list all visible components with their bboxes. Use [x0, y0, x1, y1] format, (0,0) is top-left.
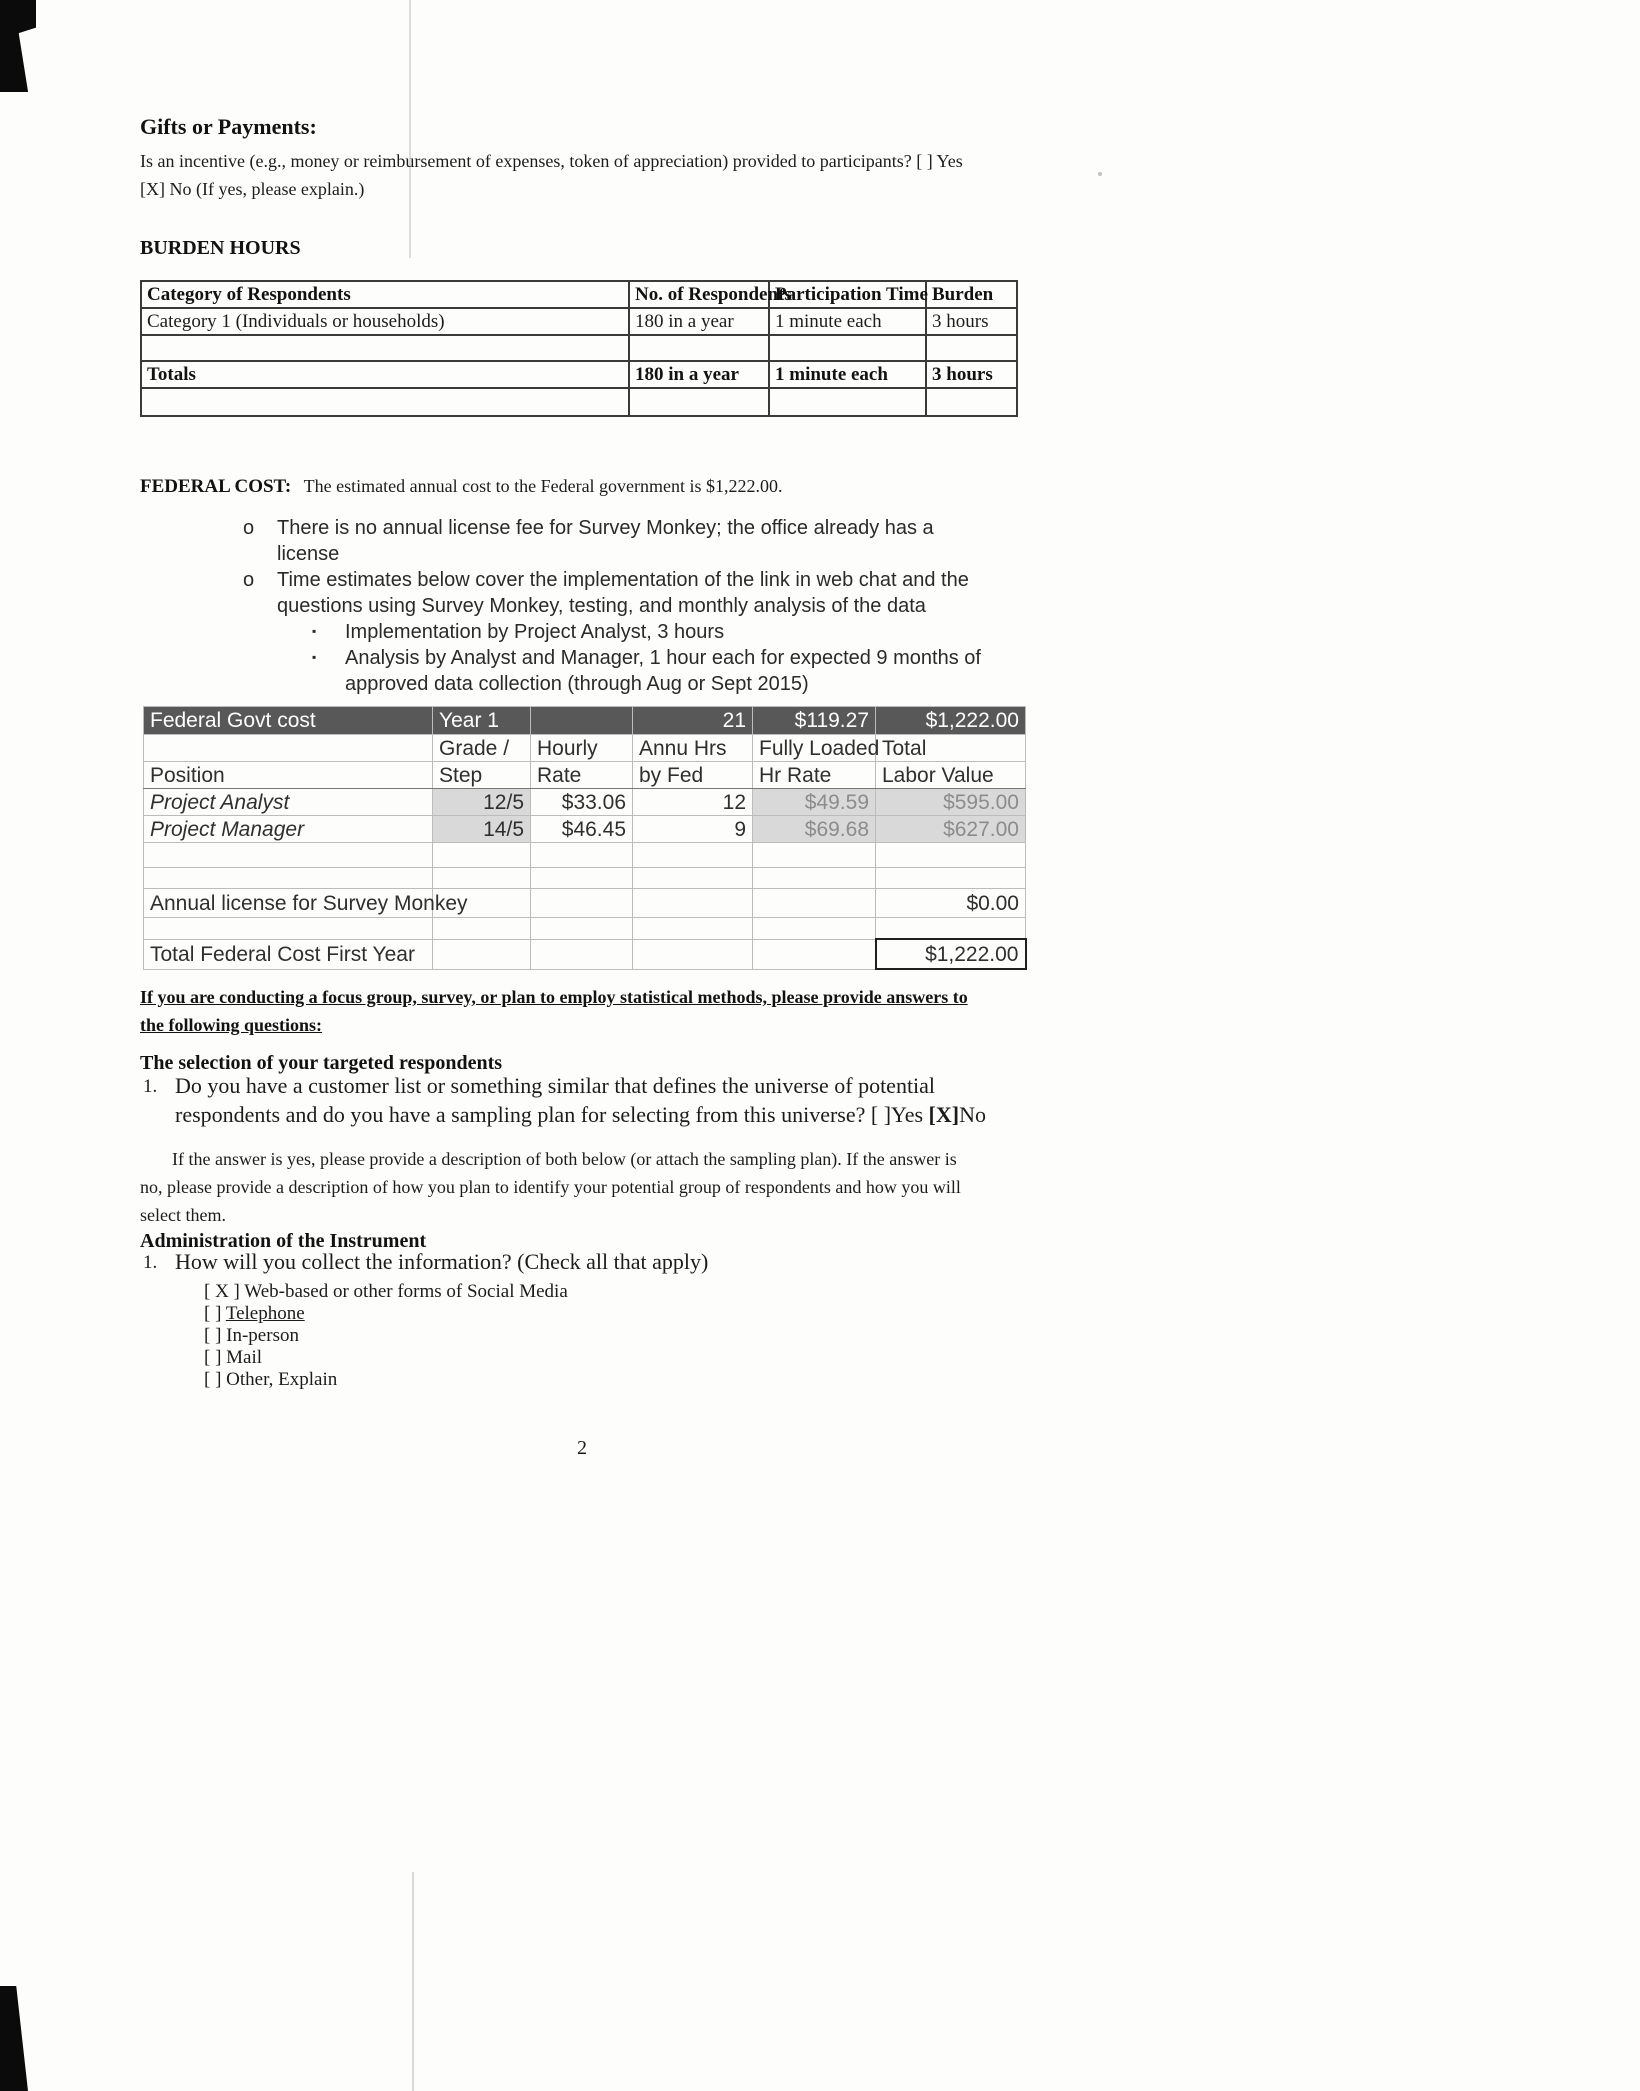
burden-cell: 1 minute each: [769, 361, 926, 388]
burden-header-cell: Participation Time: [769, 281, 926, 308]
table-cell: [753, 843, 876, 868]
gifts-heading: Gifts or Payments:: [140, 114, 317, 139]
federal-cost-notes: [243, 515, 1063, 697]
gifts-line-2: [X] No (If yes, please explain.): [140, 179, 365, 199]
burden-data-row: [141, 308, 1017, 335]
administration-question: How will you collect the information? (Check all that apply): [175, 1249, 709, 1274]
burden-cell: 180 in a year: [629, 361, 769, 388]
cost-table-data-row: [144, 789, 1026, 816]
gifts-line-1: Is an incentive (e.g., money or reimbursement of expenses, token of appreciation) provided to participants? [ ] Yes: [140, 151, 963, 171]
table-cell: [531, 939, 633, 969]
table-cell: Hourly: [531, 735, 633, 762]
selection-note-line-3: select them.: [140, 1205, 226, 1225]
burden-header-cell: No. of Respondents: [629, 281, 769, 308]
bullet-line: [243, 541, 1063, 567]
bullet-text: approved data collection (through Aug or Sept 2015): [345, 673, 809, 695]
collect-option-mail: [ ] Mail: [204, 1347, 263, 1368]
table-cell: [144, 868, 433, 889]
table-cell: Federal Govt cost: [144, 707, 433, 735]
table-cell: [433, 939, 531, 969]
cost-table-header-row: [144, 762, 1026, 789]
burden-cell: [629, 388, 769, 416]
sub-bullet-line: [243, 645, 1063, 671]
cost-table-empty-row: [144, 843, 1026, 868]
burden-empty-row: [141, 388, 1017, 416]
bullet-line: [243, 593, 1063, 619]
cost-table-data-row: [144, 816, 1026, 843]
burden-cell: 1 minute each: [769, 308, 926, 335]
table-cell: Year 1: [433, 707, 531, 735]
table-cell: [633, 843, 753, 868]
table-cell: $595.00: [876, 789, 1026, 816]
federal-cost-table: [143, 706, 1027, 970]
burden-cell: [769, 388, 926, 416]
burden-hours-table: [140, 280, 1018, 417]
collect-options-list: [204, 1281, 568, 1391]
table-cell: [633, 868, 753, 889]
question-text: respondents and do you have a sampling plan for selecting from this universe? [ ]Yes: [175, 1102, 929, 1127]
selection-question-line-2: [175, 1100, 986, 1129]
table-cell: [633, 918, 753, 940]
cost-table-license-row: [144, 889, 1026, 918]
cost-table-empty-row: [144, 868, 1026, 889]
scan-fold-line-bottom: [412, 1872, 414, 2091]
table-cell: Project Analyst: [144, 789, 433, 816]
table-cell: $33.06: [531, 789, 633, 816]
focus-group-note-line-2: the following questions:: [140, 1015, 323, 1035]
table-cell: $49.59: [753, 789, 876, 816]
federal-cost-text: The estimated annual cost to the Federal government is $1,222.00.: [303, 476, 783, 496]
table-cell: [433, 868, 531, 889]
sub-bullet-line: [243, 671, 1063, 697]
checkbox-brackets: [ ]: [204, 1303, 226, 1324]
burden-cell: [926, 335, 1017, 361]
scan-artifact-bottom-left: [0, 1986, 28, 2091]
selection-question-number: 1.: [143, 1076, 158, 1097]
burden-totals-row: [141, 361, 1017, 388]
table-cell: [531, 868, 633, 889]
scan-speck: [1098, 172, 1102, 176]
table-cell: $1,222.00: [876, 707, 1026, 735]
question-text: No: [959, 1102, 986, 1127]
table-cell: $0.00: [876, 889, 1026, 918]
cost-table-total-row: [144, 939, 1026, 969]
table-cell: Rate: [531, 762, 633, 789]
table-cell: $119.27: [753, 707, 876, 735]
table-cell: Annual license for Survey Monkey: [144, 889, 433, 918]
selection-note-line-2: no, please provide a description of how you plan to identify your potential group of respondents and how you will: [140, 1177, 961, 1197]
table-cell: [753, 918, 876, 940]
burden-cell: [141, 335, 629, 361]
burden-empty-row: [141, 335, 1017, 361]
burden-cell: Category 1 (Individuals or households): [141, 308, 629, 335]
checked-x-marker: [X]: [928, 1102, 960, 1127]
cost-table-title-row: [144, 707, 1026, 735]
cost-table-header-row: [144, 735, 1026, 762]
table-cell: Annu Hrs: [633, 735, 753, 762]
burden-cell: 3 hours: [926, 361, 1017, 388]
scan-artifact-top-left: [0, 0, 36, 92]
burden-cell: Totals: [141, 361, 629, 388]
option-label: Telephone: [225, 1303, 305, 1324]
table-cell: [531, 889, 633, 918]
table-cell: 12/5: [433, 789, 531, 816]
bullet-text: Implementation by Project Analyst, 3 hours: [345, 621, 725, 643]
table-cell: [633, 889, 753, 918]
burden-hours-heading: BURDEN HOURS: [140, 237, 301, 259]
burden-cell: 3 hours: [926, 308, 1017, 335]
table-cell: [531, 843, 633, 868]
square-bullet-icon: ▪: [312, 624, 317, 638]
table-cell: [633, 939, 753, 969]
table-cell: [144, 918, 433, 940]
table-cell: $627.00: [876, 816, 1026, 843]
table-cell: 9: [633, 816, 753, 843]
table-cell: 21: [633, 707, 753, 735]
table-cell: Fully Loaded: [753, 735, 876, 762]
burden-header-cell: Category of Respondents: [141, 281, 629, 308]
burden-header-row: [141, 281, 1017, 308]
collect-option-telephone: [204, 1303, 568, 1325]
circle-bullet-icon: o: [243, 517, 255, 539]
selection-heading: The selection of your targeted respondents: [140, 1052, 503, 1074]
table-cell: [433, 918, 531, 940]
table-cell: [531, 707, 633, 735]
focus-group-note-line-1: If you are conducting a focus group, survey, or plan to employ statistical methods, please provide answers to: [140, 987, 968, 1007]
burden-cell: [769, 335, 926, 361]
total-cost-cell: $1,222.00: [876, 939, 1026, 969]
table-cell: Total: [876, 735, 1026, 762]
table-cell: [876, 843, 1026, 868]
burden-cell: 180 in a year: [629, 308, 769, 335]
table-cell: [433, 843, 531, 868]
table-cell: $69.68: [753, 816, 876, 843]
table-cell: [876, 918, 1026, 940]
bullet-text: license: [277, 543, 340, 565]
burden-cell: [141, 388, 629, 416]
table-cell: Position: [144, 762, 433, 789]
page-number: 2: [577, 1437, 587, 1459]
table-cell: [753, 868, 876, 889]
administration-question-number: 1.: [143, 1252, 158, 1273]
selection-question-line-1: Do you have a customer list or something similar that defines the universe of potential: [175, 1073, 936, 1098]
table-cell: [531, 918, 633, 940]
table-cell: 14/5: [433, 816, 531, 843]
bullet-text: There is no annual license fee for Survey Monkey; the office already has a: [277, 517, 934, 539]
selection-note-line-1: If the answer is yes, please provide a description of both below (or attach the sampling plan). If the answer is: [172, 1149, 957, 1169]
cost-table-empty-row: [144, 918, 1026, 940]
collect-option-in-person: [ ] In-person: [204, 1325, 299, 1346]
table-cell: Project Manager: [144, 816, 433, 843]
table-cell: Step: [433, 762, 531, 789]
collect-option-web: [ X ] Web-based or other forms of Social Media: [204, 1281, 568, 1302]
table-cell: 12: [633, 789, 753, 816]
table-cell: Labor Value: [876, 762, 1026, 789]
table-cell: [144, 843, 433, 868]
table-cell: Hr Rate: [753, 762, 876, 789]
table-cell: [876, 868, 1026, 889]
square-bullet-icon: ▪: [312, 650, 317, 664]
burden-cell: [926, 388, 1017, 416]
table-cell: Total Federal Cost First Year: [144, 939, 433, 969]
federal-cost-label: FEDERAL COST:: [140, 476, 292, 497]
bullet-text: Time estimates below cover the implementation of the link in web chat and the: [277, 569, 969, 591]
table-cell: [144, 735, 433, 762]
bullet-text: questions using Survey Monkey, testing, and monthly analysis of the data: [277, 595, 926, 617]
federal-cost-line: [140, 473, 783, 500]
table-cell: [753, 939, 876, 969]
bullet-line: [243, 567, 1063, 593]
burden-cell: [629, 335, 769, 361]
collect-option-other: [ ] Other, Explain: [204, 1369, 338, 1390]
table-cell: by Fed: [633, 762, 753, 789]
table-cell: $46.45: [531, 816, 633, 843]
burden-header-cell: Burden: [926, 281, 1017, 308]
table-cell: Grade /: [433, 735, 531, 762]
circle-bullet-icon: o: [243, 569, 255, 591]
sub-bullet-line: [243, 619, 1063, 645]
bullet-line: [243, 515, 1063, 541]
table-cell: [753, 889, 876, 918]
administration-heading: Administration of the Instrument: [140, 1230, 427, 1252]
bullet-text: Analysis by Analyst and Manager, 1 hour each for expected 9 months of: [345, 647, 981, 669]
scan-fold-line-top: [409, 0, 411, 258]
